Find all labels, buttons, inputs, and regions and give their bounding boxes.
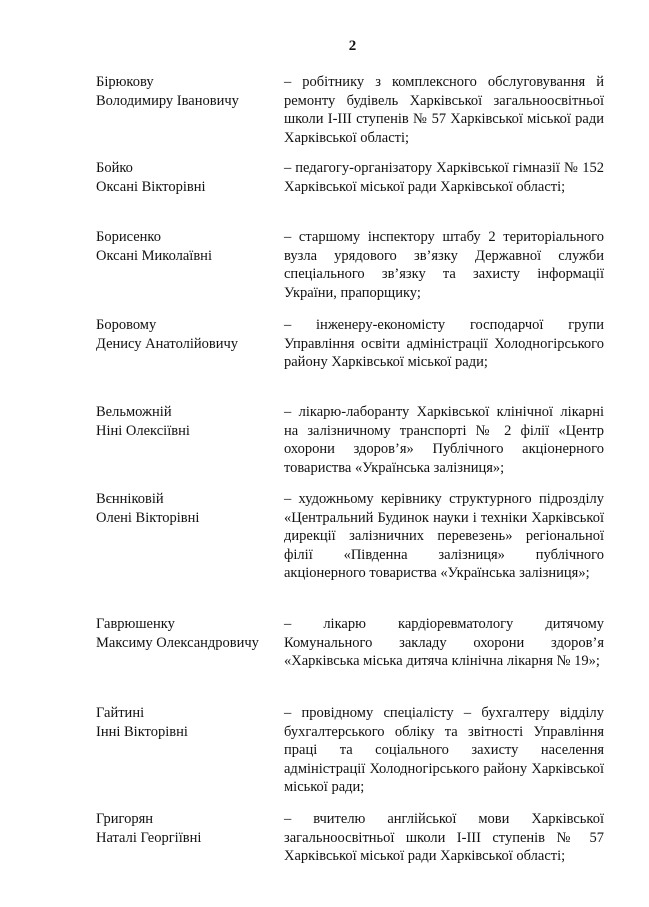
recipient-position: – лікарю кардіоревматологу дитячому Комунального закладу охорони здоров’я «Харківська міська дитяча клінічна лікарня № 19»; [284, 616, 604, 669]
recipient-surname: Боровому [96, 317, 157, 333]
recipient-position: – провідному спеціалісту – бухгалтеру відділу бухгалтерського обліку та звітності Управління праці та соціального захисту населення адміністрації Холодногірського району Харківської міської ради; [284, 705, 604, 795]
recipient-given-name: Максиму Олександровичу [96, 634, 259, 651]
recipient-surname: Григорян [96, 811, 153, 827]
recipient-surname: Гаврюшенку [96, 616, 175, 632]
recipient-name [96, 228, 276, 265]
recipient-given-name: Інні Вікторівні [96, 723, 188, 740]
recipient-given-name: Ніні Олексіївні [96, 422, 190, 439]
recipient-name [96, 810, 276, 847]
recipient-surname: Вельможній [96, 404, 172, 420]
recipient-name [96, 159, 276, 196]
recipient-position: – педагогу-організатору Харківської гімназії № 152 Харківської міської ради Харківської області; [284, 160, 604, 195]
recipient-given-name: Олені Вікторівні [96, 509, 200, 526]
recipient-given-name: Денису Анатолійовичу [96, 335, 239, 352]
recipient-position: – художньому керівнику структурного підрозділу «Центральний Будинок науки і техніки Харківської дирекції залізничних перевезень» регіональної філії «Південна залізниця» публічного акціонерного товариства «Українська залізниця»; [284, 491, 604, 581]
recipient-name [96, 316, 276, 353]
recipient-name [96, 403, 276, 440]
recipient-position: – лікарю-лаборанту Харківської клінічної лікарні на залізничному транспорті № 2 філії «Центр охорони здоров’я» Публічного акціонерного товариства «Українська залізниця»; [284, 404, 604, 476]
recipient-given-name: Оксані Миколаївні [96, 247, 212, 264]
recipient-position: – вчителю англійської мови Харківської загальноосвітньої школи І-ІІІ ступенів № 57 Харківської міської ради Харківської області; [284, 811, 604, 864]
recipient-name [96, 704, 276, 741]
recipient-given-name: Оксані Вікторівні [96, 178, 206, 195]
recipient-name [96, 490, 276, 527]
recipient-surname: Бойко [96, 160, 133, 176]
recipient-surname: Гайтині [96, 705, 145, 721]
recipient-surname: Борисенко [96, 229, 161, 245]
recipient-surname: Бірюкову [96, 74, 154, 90]
page-number: 2 [348, 38, 357, 54]
recipient-position: – інженеру-економісту господарчої групи Управління освіти адміністрації Холодногірського району Харківської міської ради; [284, 317, 604, 370]
recipient-name [96, 615, 276, 652]
recipient-position: – старшому інспектору штабу 2 територіального вузла урядового зв’язку Державної служби спеціального зв’язку та захисту інформації України, прапорщику; [284, 229, 604, 301]
recipient-given-name: Володимиру Івановичу [96, 92, 239, 109]
recipient-position: – робітнику з комплексного обслуговування й ремонту будівель Харківської загальноосвітньої школи І-ІІІ ступенів № 57 Харківської міської ради Харківської області; [284, 74, 604, 146]
recipient-surname: Вєнніковій [96, 491, 164, 507]
recipient-given-name: Наталі Георгіївні [96, 829, 202, 846]
recipient-name [96, 73, 276, 110]
